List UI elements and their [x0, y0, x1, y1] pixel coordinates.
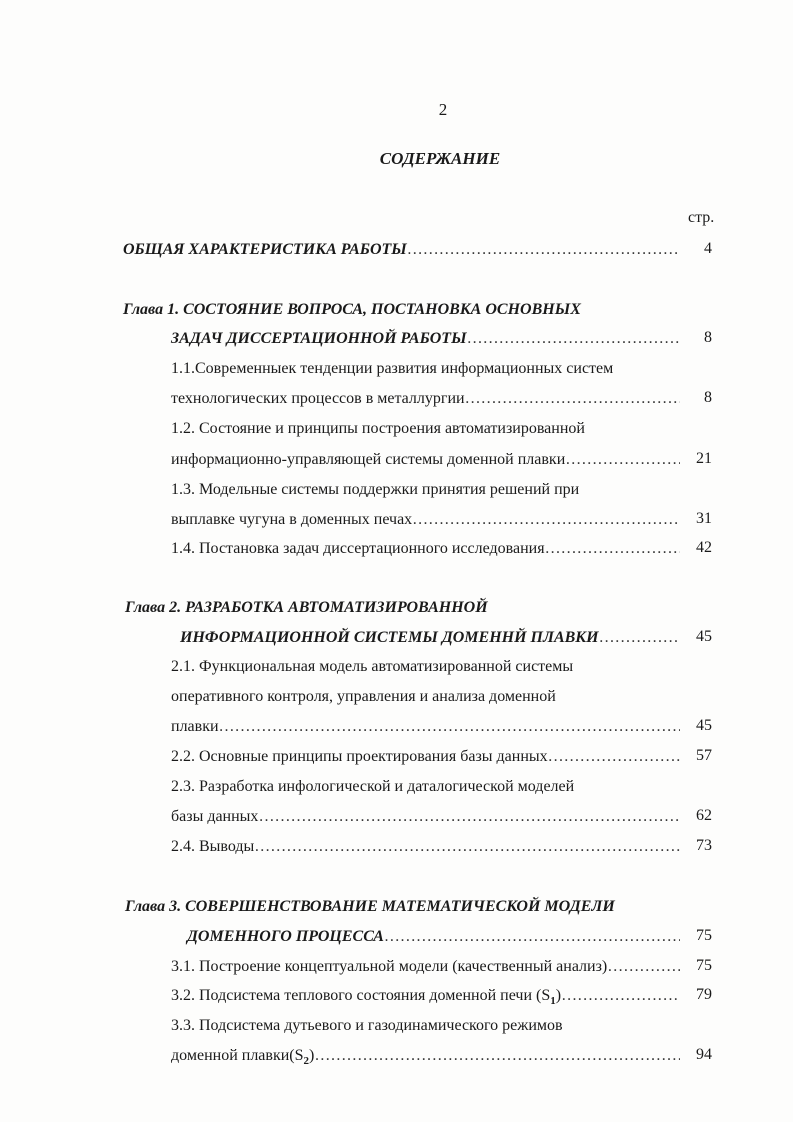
- toc-page-number: 45: [696, 717, 712, 734]
- dot-leader: [465, 389, 680, 409]
- toc-entry-text: выплавке чугуна в доменных печах: [171, 511, 413, 528]
- toc-page-number: 8: [704, 389, 712, 406]
- toc-entry-text: ЗАДАЧ ДИССЕРТАЦИОННОЙ РАБОТЫ: [171, 330, 467, 347]
- toc-entry-text: технологических процессов в металлургии: [171, 390, 465, 407]
- dot-leader: [254, 837, 680, 857]
- toc-entry-text: 3.1. Построение концептуальной модели (качественный анализ): [171, 958, 608, 975]
- toc-entry: [171, 329, 680, 349]
- toc-entry-text: ДОМЕННОГО ПРОЦЕССА: [187, 928, 384, 945]
- toc-entry-text: плавки: [171, 718, 219, 735]
- toc-page-number: 73: [696, 837, 712, 854]
- toc-page-number: 75: [696, 927, 712, 944]
- toc-entry-text: 3.3. Подсистема дутьевого и газодинамического режимов: [171, 1017, 563, 1034]
- page-title: СОДЕРЖАНИЕ: [379, 149, 501, 168]
- dot-leader: [599, 628, 680, 648]
- chapter-heading: Глава 1. СОСТОЯНИЕ ВОПРОСА, ПОСТАНОВКА ОСНОВНЫХ: [123, 301, 581, 318]
- dot-leader: [565, 450, 680, 470]
- toc-page-number: 45: [696, 628, 712, 645]
- toc-page-number: 94: [696, 1046, 712, 1063]
- toc-entry: [171, 717, 680, 737]
- toc-page-number: 21: [696, 450, 712, 467]
- dot-leader: [258, 807, 680, 827]
- toc-entry-general: [123, 240, 680, 260]
- dot-leader: [607, 957, 680, 977]
- toc-page-number: 75: [696, 957, 712, 974]
- toc-entry: [171, 957, 680, 977]
- toc-page-number: 79: [696, 986, 712, 1003]
- toc-page-number: 57: [696, 747, 712, 764]
- toc-entry-text: 1.2. Состояние и принципы построения автоматизированной: [171, 420, 585, 437]
- toc-entry-text: доменной $плавки(S_2)$: [171, 1047, 315, 1068]
- dot-leader: [561, 986, 680, 1006]
- dot-leader: [412, 510, 680, 530]
- toc-entry-text: 2.4. Выводы: [171, 838, 255, 855]
- toc-entry-text: базы данных: [171, 808, 259, 825]
- chapter-heading: Глава 3. СОВЕРШЕНСТВОВАНИЕ МАТЕМАТИЧЕСКОЙ МОДЕЛИ: [125, 898, 615, 915]
- toc-entry: [171, 837, 680, 857]
- chapter-heading: Глава 2. РАЗРАБОТКА АВТОМАТИЗИРОВАННОЙ: [125, 599, 488, 616]
- toc-entry-text: 1.1.Современныек тенденции развития информационных систем: [171, 360, 614, 377]
- toc-entry: [171, 986, 680, 1011]
- toc-entry: [180, 628, 680, 648]
- toc-entry-text: ОБЩАЯ ХАРАКТЕРИСТИКА РАБОТЫ: [123, 241, 407, 258]
- toc-entry-text: ИНФОРМАЦИОННОЙ СИСТЕМЫ ДОМЕННЙ ПЛАВКИ: [180, 629, 599, 646]
- toc-entry: [187, 927, 680, 947]
- toc-page-number: 42: [696, 539, 712, 556]
- toc-entry: [171, 1046, 680, 1071]
- toc-entry: [171, 389, 680, 409]
- toc-entry-text: 2.1. Функциональная модель автоматизированной системы: [171, 658, 574, 675]
- dot-leader: [384, 927, 680, 947]
- page-column-label: стр.: [688, 209, 715, 226]
- toc-entry-text: 2.2. Основные принципы проектирования базы данных: [171, 748, 548, 765]
- toc-page-number: 31: [696, 510, 712, 527]
- toc-page-number: 4: [704, 240, 712, 257]
- toc-entry: [171, 807, 680, 827]
- toc-entry-text: 1.3. Модельные системы поддержки принятия решений при: [171, 481, 580, 498]
- dot-leader: [467, 329, 680, 349]
- toc-page-number: 62: [696, 807, 712, 824]
- dot-leader: [407, 240, 680, 260]
- dot-leader: [219, 717, 680, 737]
- toc-entry-text: 2.3. Разработка инфологической и даталогической моделей: [171, 778, 575, 795]
- toc-entry: [171, 539, 680, 559]
- toc-entry-text: 1.4. Постановка задач диссертационного исследования: [171, 540, 545, 557]
- toc-entry-text: 3.2. Подсистема теплового состояния доменной печи $(S_1)$: [171, 987, 562, 1008]
- toc-entry: [171, 510, 680, 530]
- dot-leader: [314, 1046, 680, 1066]
- toc-entry-text: оперативного контроля, управления и анализа доменной: [171, 688, 556, 705]
- dot-leader: [545, 539, 680, 559]
- toc-entry-text: информационно-управляющей системы доменной плавки: [171, 451, 566, 468]
- toc-entry: [171, 450, 680, 470]
- toc-entry: [171, 747, 680, 767]
- page-number: 2: [438, 100, 448, 119]
- dot-leader: [548, 747, 680, 767]
- toc-page-number: 8: [704, 329, 712, 346]
